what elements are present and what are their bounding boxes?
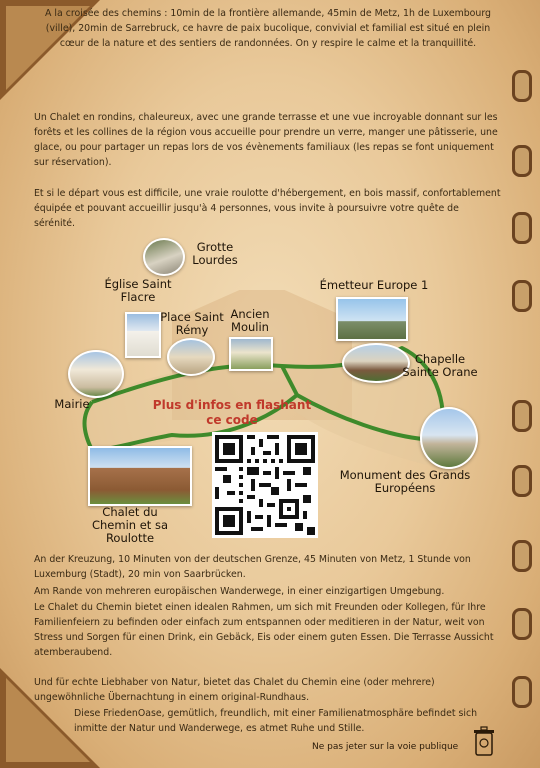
binding-ring-icon [512, 540, 532, 572]
moulin-label: Ancien Moulin [230, 307, 270, 334]
binding-ring-icon [512, 212, 532, 244]
paragraph-fr-roulotte: Et si le départ vous est difficile, une vraie roulotte d'hébergement, en bois massif, confortablement équipée et pouvant accueillir jusqu'à 4 personnes, vous invite à poursuivre votre quête de sérénité. [34, 188, 501, 229]
paragraph-fr-intro: A la croisée des chemins : 10min de la frontière allemande, 45min de Metz, 1h de Luxembourg (ville), 20min de Sarrebruck, ce havre de paix bucolique, convivial et familial est situé en plein cœur de la nature et des sentiers de randonnées. On y respire le calme et la tranquillité. [44, 8, 491, 49]
monument-photo [420, 407, 478, 469]
eglise-photo [125, 312, 161, 358]
monument-label: Monument des Grands Européens [339, 468, 471, 495]
chapelle-label: Chapelle Sainte Orane [402, 352, 478, 379]
chalet-photo [88, 446, 192, 506]
grotte-photo [143, 238, 185, 276]
emetteur-photo [336, 297, 408, 341]
paragraph-fr-chalet: Un Chalet en rondins, chaleureux, avec une grande terrasse et une vue incroyable donnant sur les forêts et les collines de la région vous accueille pour prendre un verre, manger une pâtisserie, une glace, ou pour partager un repas lors de vos évènements familiaux (les repas se font uniquement sur réservation). [34, 112, 498, 168]
eglise-label: Église Saint Flacre [104, 277, 172, 304]
emetteur-label: Émetteur Europe 1 [319, 278, 429, 292]
paragraph-de-uebernachtung: Und für echte Liebhaber von Natur, bietet das Chalet du Chemin eine (oder mehrere) ungewöhnliche Übernachtung in einem original-Rundhaus. [34, 677, 435, 703]
trash-bin-icon [472, 725, 496, 757]
footer-disposal-note: Ne pas jeter sur la voie publique [312, 742, 459, 752]
binding-ring-icon [512, 608, 532, 640]
grotte-label: Grotte Lourdes [192, 240, 238, 267]
qr-code-icon[interactable] [212, 432, 318, 538]
mairie-label: Mairie [54, 397, 90, 411]
place-label: Place Saint Rémy [160, 310, 224, 337]
paragraph-de-oase: Diese FriedenOase, gemütlich, freundlich, mit einer Familienatmosphäre befindet sich inmitte der Natur und Wanderwege, es atmet Ruhe und Stille. [74, 708, 478, 734]
binding-ring-icon [512, 400, 532, 432]
binding-ring-icon [512, 280, 532, 312]
qr-info-label: Plus d'infos en flashant ce code [152, 398, 312, 427]
chalet-label: Chalet du Chemin et sa Roulotte [91, 505, 168, 545]
mairie-photo [68, 350, 124, 398]
paragraph-de-chalet: Le Chalet du Chemin bietet einen idealen Rahmen, um sich mit Freunden oder Kollegen, für Ihre Familienfeiern zu befinden oder einfach zum entspannen oder meditieren in der Natur, weit von Stress und Sorgen für einen Drink, ein Gebäck, Eis oder einem guten Essen. Die Terrasse Aussicht atemberaubend. [34, 602, 494, 658]
moulin-photo [229, 337, 273, 371]
binding-ring-icon [512, 145, 532, 177]
paragraph-de-wanderwege: Am Rande von mehreren europäischen Wanderwege, in einer einzigartigen Umgebung. [34, 586, 445, 597]
binding-ring-icon [512, 70, 532, 102]
binding-ring-icon [512, 465, 532, 497]
place-photo [167, 338, 215, 376]
binding-ring-icon [512, 676, 532, 708]
paragraph-de-location: An der Kreuzung, 10 Minuten von der deutschen Grenze, 45 Minuten von Metz, 1 Stunde von Luxemburg (Stadt), 20 min von Saarbrücken. [34, 554, 471, 580]
